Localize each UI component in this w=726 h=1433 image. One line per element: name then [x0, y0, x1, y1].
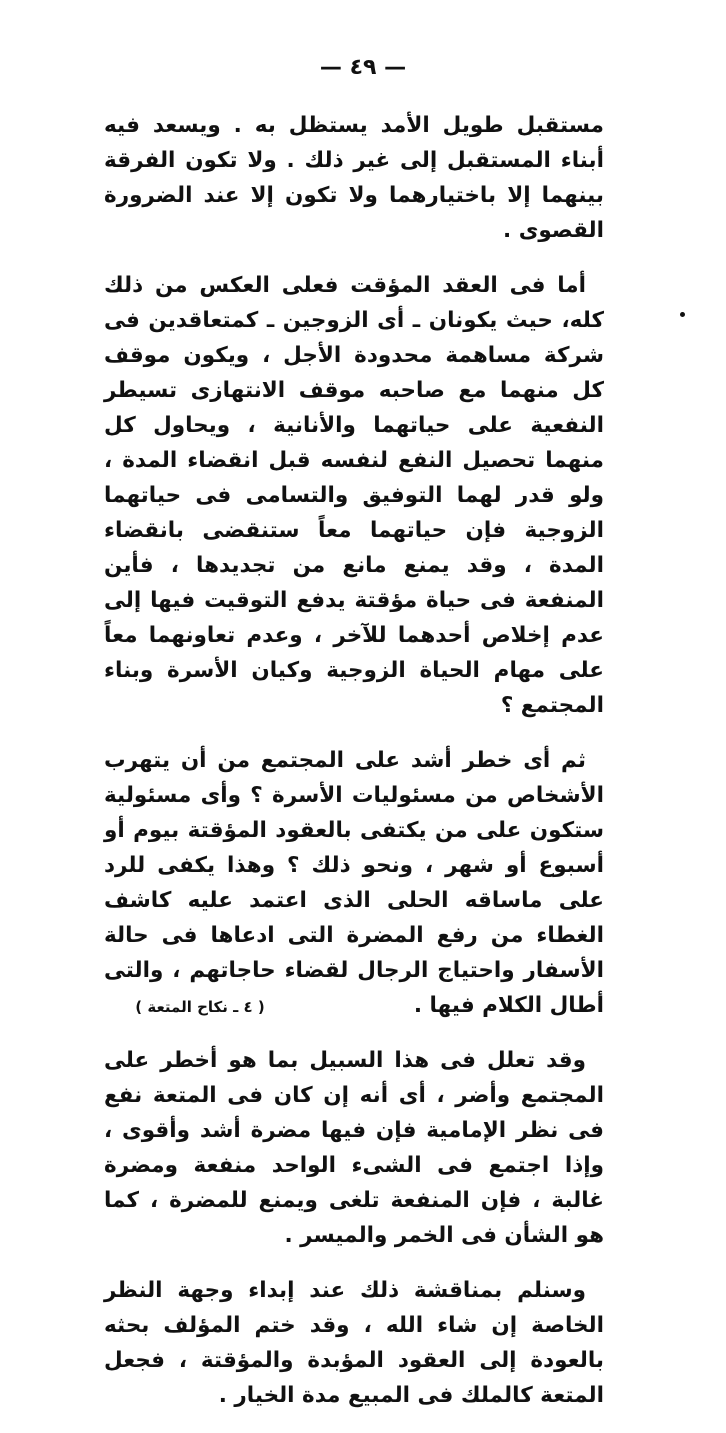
- paragraph-1: مستقبل طويل الأمد يستظل به . ويسعد فيه أبناء المستقبل إلى غير ذلك . ولا تكون الفرقة بينهما إلا باختيارهما ولا تكون إلا عند الضرورة القصوى .: [104, 113, 604, 243]
- margin-mark: [680, 312, 685, 317]
- paragraph-4: وقد تعلل فى هذا السبيل بما هو أخطر على المجتمع وأضر ، أى أنه إن كان فى المتعة نفع فى نظر الإمامية فإن فيها مضرة أشد وأقوى ، وإذا اجتمع فى الشىء الواحد منفعة ومضرة غالبة ، فإن المنفعة تلغى ويمنع للمضرة ، كما هو الشأن فى الخمر والميسر .: [104, 1048, 604, 1248]
- body-text: [104, 108, 604, 1433]
- paragraph-5: وسنلم بمناقشة ذلك عند إبداء وجهة النظر الخاصة إن شاء الله ، وقد ختم المؤلف بحثه بالعودة إلى العقود المؤبدة والمؤقتة ، فجعل المتعة كالملك فى المبيع مدة الخيار .: [104, 1278, 604, 1408]
- paragraph-3: ثم أى خطر أشد على المجتمع من أن يتهرب الأشخاص من مسئوليات الأسرة ؟ وأى مسئولية ستكون على من يكتفى بالعقود المؤقتة بيوم أو أسبوع أو شهر ، ونحو ذلك ؟ وهذا يكفى للرد على ماساقه الحلى الذى اعتمد عليه كاشف الغطاء من رفع المضرة التى ادعاها فى حالة الأسفار واحتياج الرجال لقضاء حاجاتهم ، والتى أطال الكلام فيها .: [104, 748, 604, 1018]
- paragraph-2: أما فى العقد المؤقت فعلى العكس من ذلك كله، حيث يكونان ـ أى الزوجين ـ كمتعاقدين فى شركة مساهمة محدودة الأجل ، ويكون موقف كل منهما مع صاحبه موقف الانتهازى تسيطر النفعية على حياتهما والأنانية ، ويحاول كل منهما تحصيل النفع لنفسه قبل انقضاء المدة ، ولو قدر لهما التوفيق والتسامى فى حياتهما الزوجية فإن حياتهما معاً ستنقضى بانقضاء المدة ، وقد يمنع مانع من تجديدها ، فأين المنفعة فى حياة مؤقتة يدفع التوقيت فيها إلى عدم إخلاص أحدهما للآخر ، وعدم تعاونهما معاً على مهام الحياة الزوجية وكيان الأسرة وبناء المجتمع ؟: [104, 273, 604, 718]
- page-number: — ٤٩ —: [319, 55, 407, 80]
- footer-signature: ( ٤ ـ نكاح المتعة ): [135, 998, 265, 1016]
